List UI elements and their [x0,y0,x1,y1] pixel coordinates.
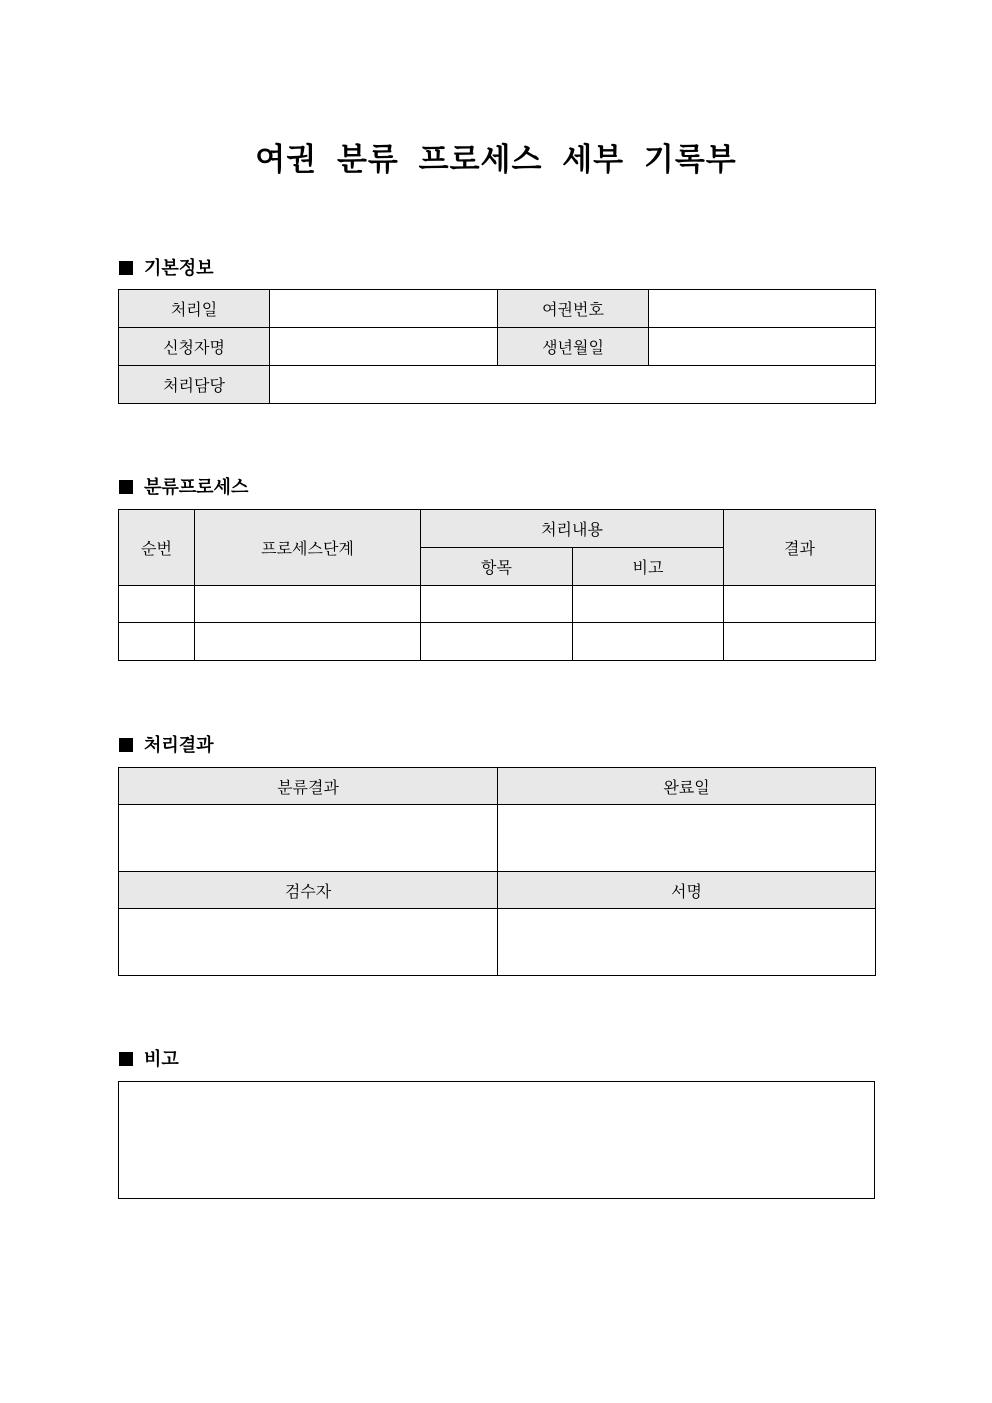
cell-remark[interactable] [573,586,724,623]
square-bullet-icon [119,1052,133,1066]
field-classification-result[interactable] [119,805,498,872]
section-heading-label: 분류프로세스 [144,477,249,498]
section-heading-basic-info [119,254,214,280]
field-applicant-name[interactable] [270,328,498,366]
label-birth-date: 생년월일 [498,328,649,366]
square-bullet-icon [119,261,133,275]
label-applicant-name: 신청자명 [119,328,270,366]
label-signature: 서명 [498,872,876,909]
column-header-item: 항목 [421,548,573,586]
basic-info-table [118,289,876,404]
cell-stage[interactable] [195,623,421,661]
field-completion-date[interactable] [498,805,876,872]
cell-item[interactable] [421,623,573,661]
square-bullet-icon [119,480,133,494]
column-header-content: 처리내용 [421,510,724,548]
square-bullet-icon [119,738,133,752]
section-heading-process [119,473,248,499]
cell-item[interactable] [421,586,573,623]
section-heading-label: 처리결과 [144,735,214,756]
table-row [119,623,876,661]
label-passport-number: 여권번호 [498,290,649,328]
field-handler[interactable] [270,366,876,404]
section-heading-label: 비고 [144,1049,179,1070]
section-heading-notes [119,1045,179,1071]
field-passport-number[interactable] [649,290,876,328]
field-signature[interactable] [498,909,876,976]
cell-seq[interactable] [119,586,195,623]
result-table [118,767,876,976]
label-completion-date: 완료일 [498,768,876,805]
section-heading-result [119,731,214,757]
cell-seq[interactable] [119,623,195,661]
column-header-stage: 프로세스단계 [195,510,421,586]
column-header-remark: 비고 [573,548,724,586]
table-row [119,586,876,623]
section-heading-label: 기본정보 [144,258,214,279]
field-processing-date[interactable] [270,290,498,328]
label-handler: 처리담당 [119,366,270,404]
cell-remark[interactable] [573,623,724,661]
cell-result[interactable] [724,623,876,661]
field-inspector[interactable] [119,909,498,976]
field-birth-date[interactable] [649,328,876,366]
document-title: 여권 분류 프로세스 세부 기록부 [255,142,737,178]
process-table [118,509,876,661]
cell-stage[interactable] [195,586,421,623]
notes-field[interactable] [118,1081,875,1199]
label-classification-result: 분류결과 [119,768,498,805]
label-processing-date: 처리일 [119,290,270,328]
label-inspector: 검수자 [119,872,498,909]
column-header-seq: 순번 [119,510,195,586]
cell-result[interactable] [724,586,876,623]
column-header-result: 결과 [724,510,876,586]
